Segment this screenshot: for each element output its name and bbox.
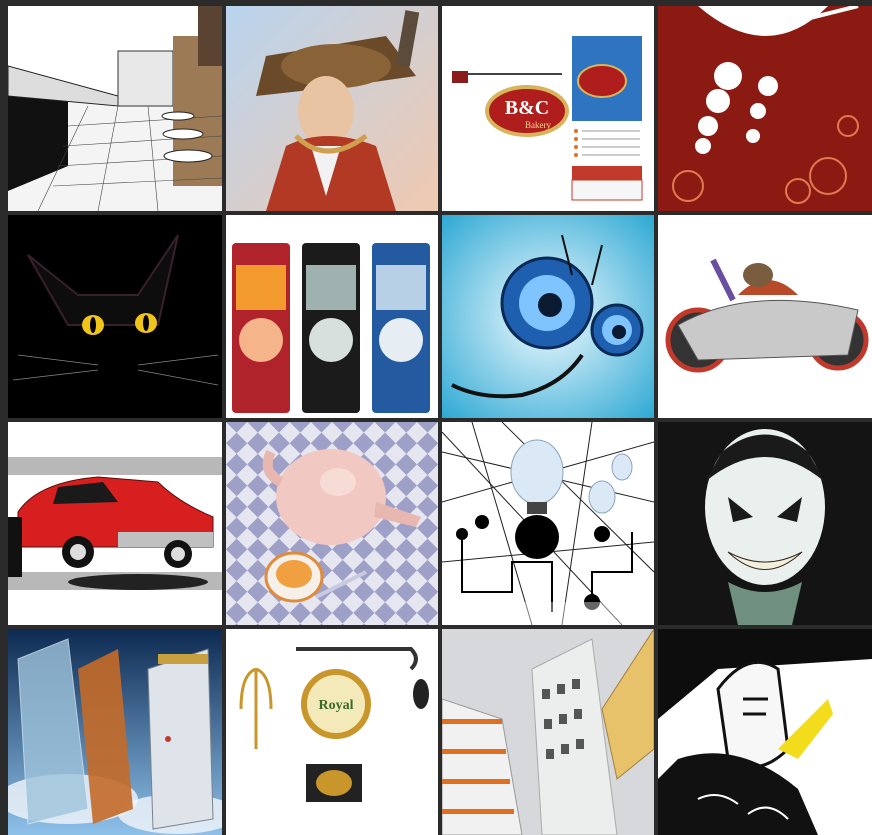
black-cat-image: [8, 215, 222, 418]
lightbulb-circuit-tile: [442, 422, 654, 625]
pirate-character-tile: [226, 6, 438, 211]
red-classic-car-tile: [8, 422, 222, 625]
red-jellyfish-abstract-image: [658, 6, 872, 211]
joker-face-image: [658, 422, 872, 625]
teapot-checkerboard-image: [226, 422, 438, 625]
blue-eyes-creature-tile: [442, 215, 654, 418]
skyscraper-perspective-image: [442, 629, 654, 835]
royal-pocket-watch-sign-tile: [226, 629, 438, 835]
woman-graphic-black-white-image: [658, 629, 872, 835]
phone-skins-image: [226, 215, 438, 418]
glass-doors-sky-image: [8, 629, 222, 835]
royal-pocket-watch-sign-image: [226, 629, 438, 835]
futuristic-motorcycle-image: [658, 215, 872, 418]
bakery-sign-tile: [442, 6, 654, 211]
bakery-sign-subtext: Bakery: [525, 120, 551, 130]
lightbulb-circuit-image: [442, 422, 654, 625]
joker-face-tile: [658, 422, 872, 625]
red-jellyfish-abstract-tile: [658, 6, 872, 211]
royal-sign-text: Royal: [318, 698, 354, 713]
woman-graphic-black-white-tile: [658, 629, 872, 835]
phone-skins-tile: [226, 215, 438, 418]
bakery-sign-text: B&C: [504, 97, 550, 119]
glass-doors-sky-tile: [8, 629, 222, 835]
bakery-sign-image: [442, 6, 654, 211]
red-classic-car-image: [8, 422, 222, 625]
teapot-checkerboard-tile: [226, 422, 438, 625]
futuristic-motorcycle-tile: [658, 215, 872, 418]
blue-eyes-creature-image: [442, 215, 654, 418]
black-cat-tile: [8, 215, 222, 418]
cafe-counter-sketch-image: [8, 6, 222, 211]
pirate-character-image: [226, 6, 438, 211]
skyscraper-perspective-tile: [442, 629, 654, 835]
cafe-counter-sketch-tile: [8, 6, 222, 211]
